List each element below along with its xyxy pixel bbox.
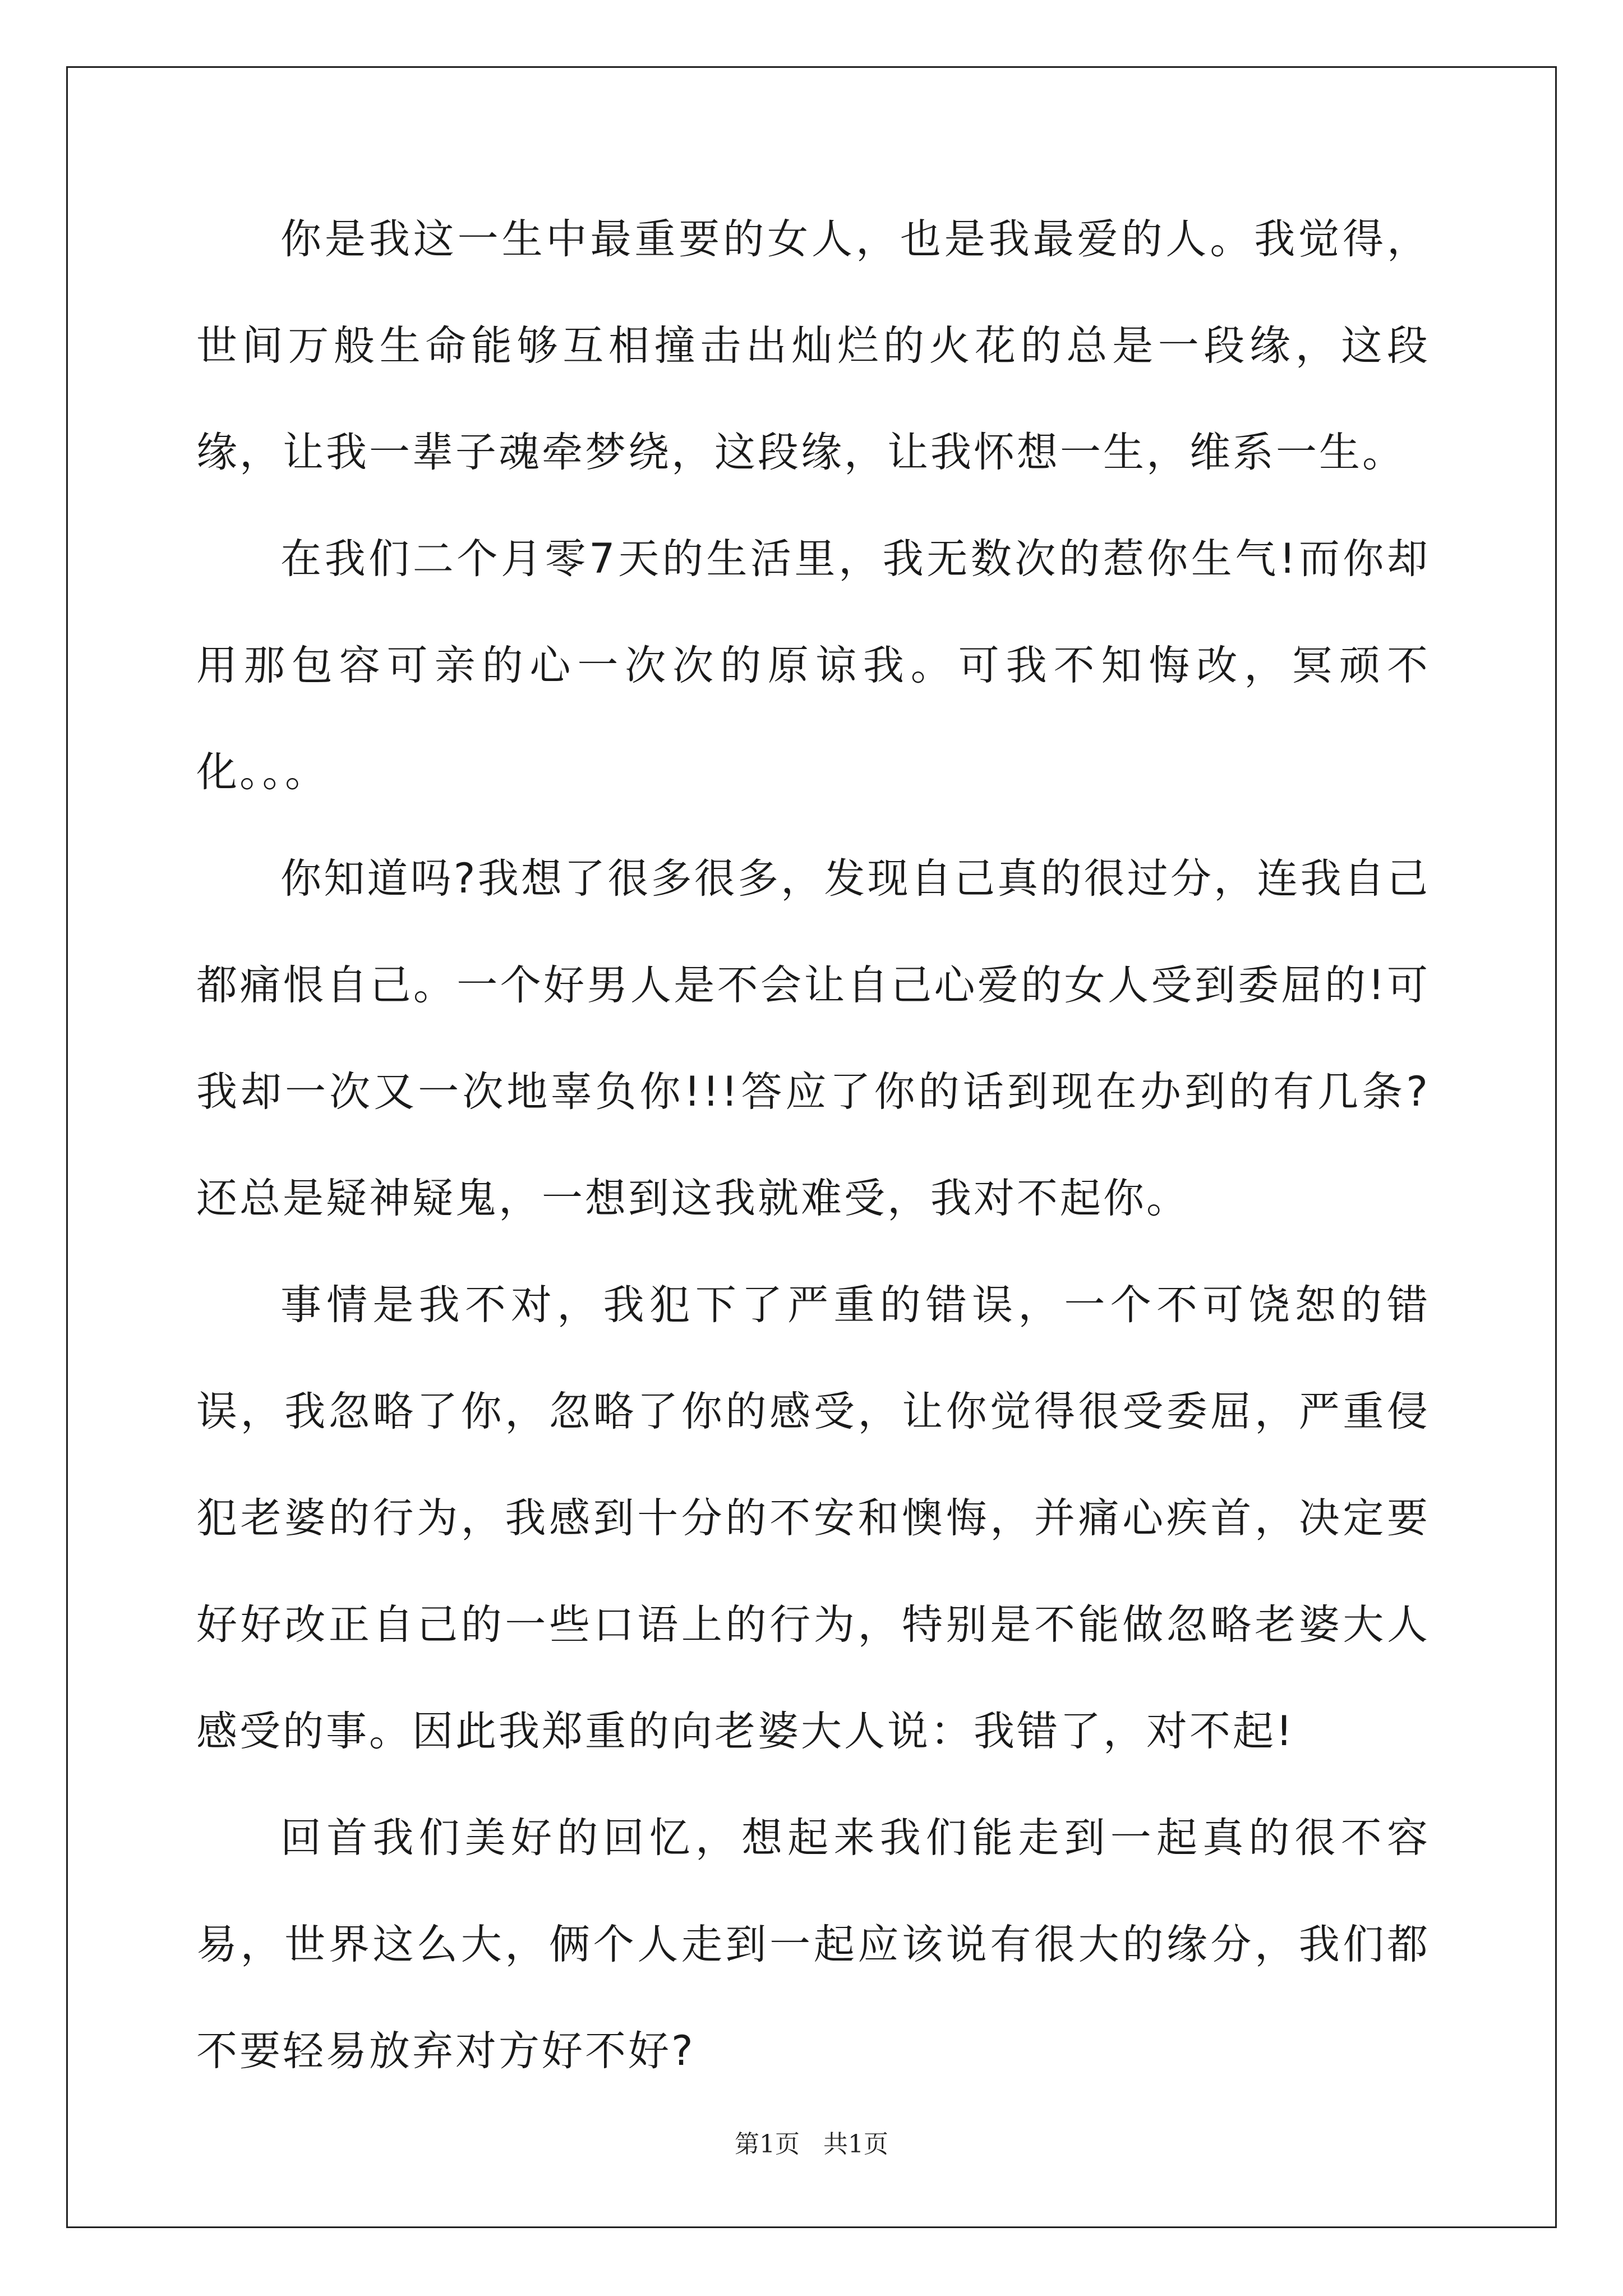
paragraph-5: 回首我们美好的回忆，想起来我们能走到一起真的很不容易，世界这么大，俩个人走到一起应该说有很大的缘分，我们都不要轻易放弃对方好不好?: [196, 1814, 1430, 2075]
paragraph-2: 在我们二个月零7天的生活里，我无数次的惹你生气!而你却用那包容可亲的心一次次的原谅我。可我不知悔改，冥顽不化。。。: [196, 535, 1430, 796]
paragraph-1: 你是我这一生中最重要的女人，也是我最爱的人。我觉得，世间万般生命能够互相撞击出灿烂的火花的总是一段缘，这段缘，让我一辈子魂牵梦绕，这段缘，让我怀想一生，维系一生。: [196, 215, 1430, 476]
paragraph-3: 你知道吗?我想了很多很多，发现自己真的很过分，连我自己都痛恨自己。一个好男人是不会让自己心爱的女人受到委屈的!可我却一次又一次地辜负你!!!答应了你的话到现在办到的有几条?还总是疑神疑鬼，一想到这我就难受，我对不起你。: [196, 855, 1430, 1222]
document-body: [196, 186, 1430, 2105]
page-number-footer: 第1页 共1页: [735, 2130, 888, 2159]
paragraph-4: 事情是我不对，我犯下了严重的错误，一个不可饶恕的错误，我忽略了你，忽略了你的感受，让你觉得很受委屈，严重侵犯老婆的行为，我感到十分的不安和懊悔，并痛心疾首，决定要好好改正自己的一些口语上的行为，特别是不能做忽略老婆大人感受的事。因此我郑重的向老婆大人说：我错了，对不起!: [196, 1281, 1430, 1755]
